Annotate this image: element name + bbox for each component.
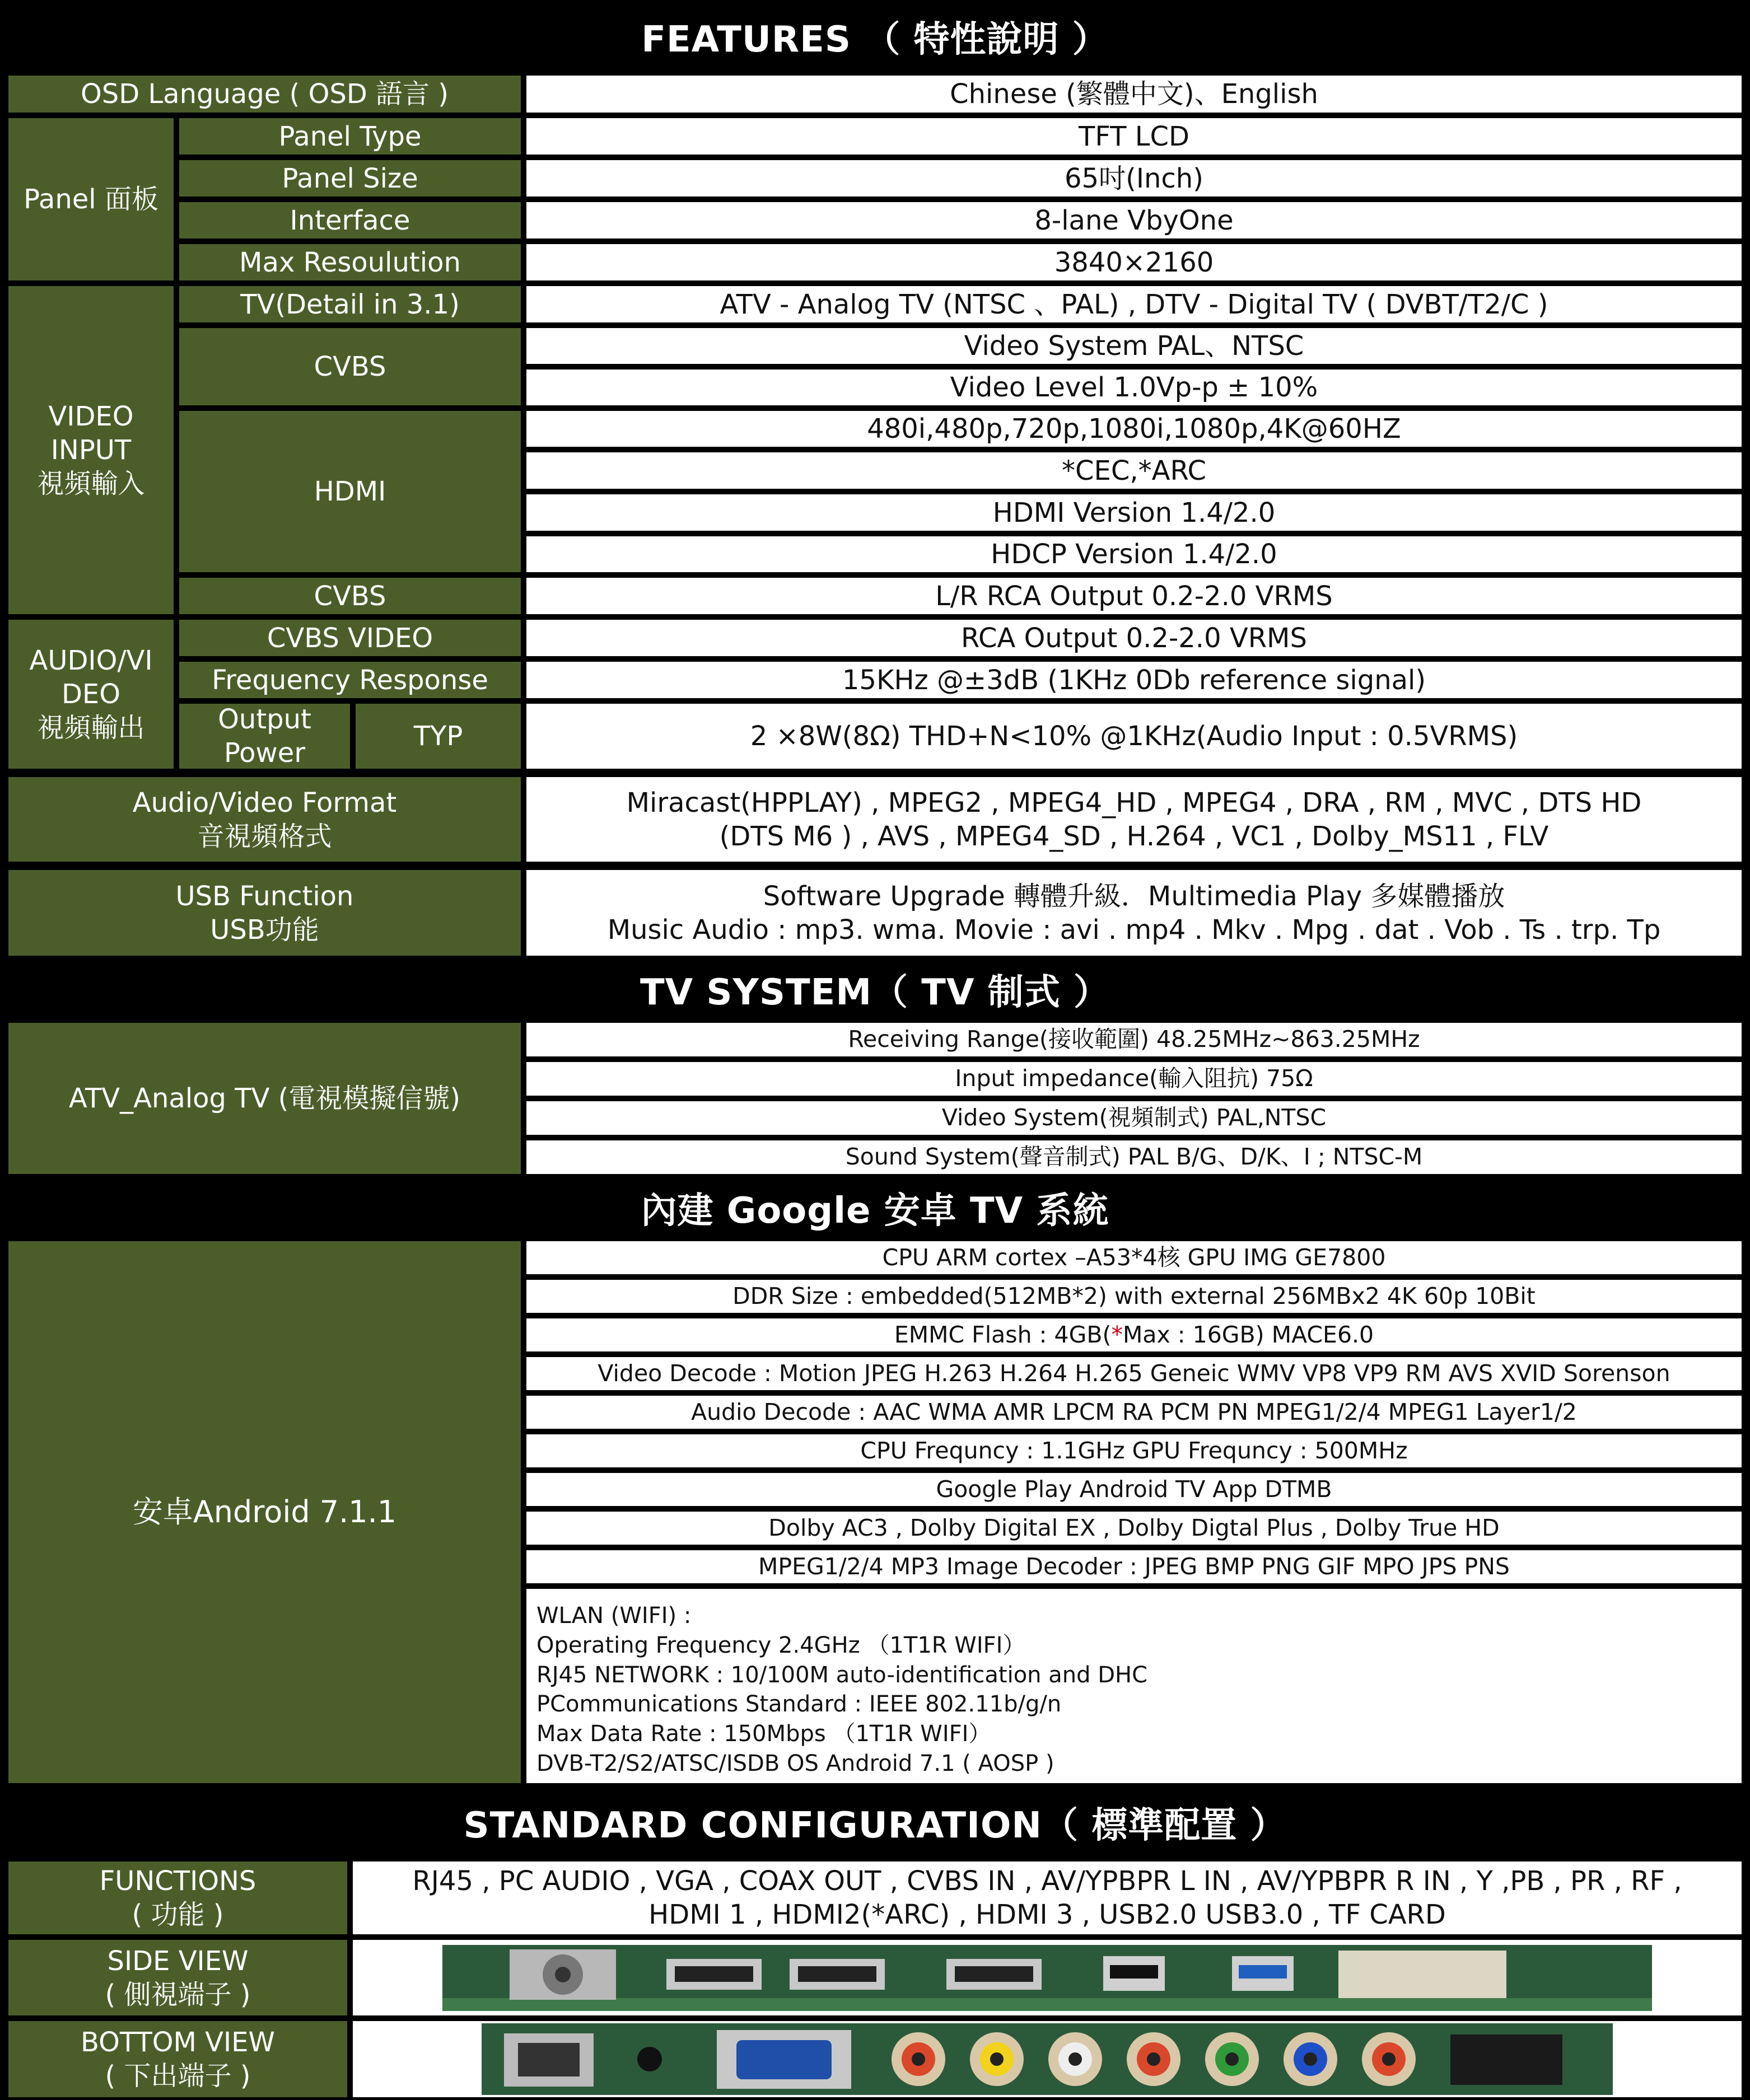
- max-resolution-value: 3840×2160: [524, 241, 1744, 283]
- usb-value-line2: Music Audio : mp3. wma. Movie : avi . mp4 . Mkv . Mpg . dat . Vob . Ts . trp. Tp: [607, 914, 1661, 946]
- side-view-label-line1: SIDE VIEW: [107, 1945, 249, 1977]
- av-format-label-line1: Audio/Video Format: [132, 787, 397, 819]
- cvbs-video-label: CVBS VIDEO: [176, 617, 524, 659]
- av-format-label-line2: 音視頻格式: [197, 820, 332, 852]
- wlan-line-2: Operating Frequency 2.4GHz （1T1R WIFI）: [536, 1632, 1025, 1658]
- bottom-view-photo-cell: [350, 2018, 1744, 2100]
- atv-label: ATV_Analog TV (電視模擬信號): [6, 1020, 524, 1177]
- bottom-view-label-line1: BOTTOM VIEW: [81, 2027, 275, 2058]
- cpu-gpu-value: CPU ARM cortex –A53*4核 GPU IMG GE7800: [524, 1238, 1744, 1277]
- emmc-suffix: Max : 16GB) MACE6.0: [1122, 1321, 1374, 1348]
- panel-type-value: TFT LCD: [524, 115, 1744, 157]
- bottom-view-label-line2: ( 下出端子 ): [105, 2060, 251, 2092]
- features-header-text: FEATURES （ 特性說明 ）: [641, 19, 1109, 60]
- av-format-value-line2: (DTS M6 ) , AVS , MPEG4_SD , H.264 , VC1 , Dolby_MS11 , FLV: [719, 820, 1549, 852]
- cvbs-video-system-value: Video System PAL、NTSC: [524, 325, 1744, 367]
- cpu-frequency-value: CPU Frequncy : 1.1GHz GPU Frequncy : 500MHz: [524, 1432, 1744, 1470]
- tv-detail-label: TV(Detail in 3.1): [176, 283, 524, 325]
- av-format-label: [6, 771, 524, 864]
- panel-group-label: Panel 面板: [6, 115, 176, 283]
- features-header: [0, 0, 1750, 73]
- emmc-star: *: [1111, 1321, 1123, 1348]
- functions-label-line1: FUNCTIONS: [99, 1865, 256, 1897]
- audio-video-out-group-label: [6, 617, 176, 771]
- dolby-value: Dolby AC3 , Dolby Digital EX , Dolby Digtal Plus , Dolby True HD: [524, 1509, 1744, 1547]
- android-version-label: 安卓Android 7.1.1: [6, 1238, 524, 1786]
- max-resolution-label: Max Resoulution: [176, 241, 524, 283]
- wlan-line-3: RJ45 NETWORK : 10/100M auto-identification and DHC: [536, 1662, 1148, 1688]
- emmc-value: [524, 1316, 1744, 1354]
- interface-label: Interface: [176, 199, 524, 241]
- video-input-group-label: [6, 283, 176, 617]
- video-input-line2: INPUT: [50, 434, 132, 466]
- receiving-range-value: Receiving Range(接收範圍) 48.25MHz~863.25MHz: [524, 1020, 1744, 1059]
- tv-system-header-text: TV SYSTEM（ TV 制式 ）: [640, 972, 1110, 1013]
- functions-label-line2: ( 功能 ): [132, 1899, 224, 1930]
- video-input-line3: 視頻輸入: [37, 468, 145, 499]
- cvbs-output-value: L/R RCA Output 0.2-2.0 VRMS: [524, 575, 1744, 617]
- side-view-photo-cell: [350, 1937, 1744, 2018]
- tv-system-header: [0, 958, 1750, 1020]
- usb-label-line2: USB功能: [210, 914, 319, 946]
- osd-value: Chinese (繁體中文)、English: [524, 73, 1744, 115]
- output-power-line1: Output: [218, 704, 311, 735]
- functions-value-line2: HDMI 1 , HDMI2(*ARC) , HDMI 3 , USB2.0 USB3.0 , TF CARD: [648, 1899, 1446, 1930]
- hdmi-resolutions-value: 480i,480p,720p,1080i,1080p,4K@60HZ: [524, 408, 1744, 450]
- sound-system-value: Sound System(聲音制式) PAL B/G、D/K、I ; NTSC-M: [524, 1138, 1744, 1177]
- side-view-label-line2: ( 側視端子 ): [105, 1979, 251, 2010]
- video-input-line1: VIDEO: [48, 401, 134, 432]
- usb-label: [6, 864, 524, 958]
- panel-type-label: Panel Type: [176, 115, 524, 157]
- wlan-line-6: DVB-T2/S2/ATSC/ISDB OS Android 7.1 ( AOSP ): [536, 1750, 1054, 1776]
- typ-label: TYP: [353, 701, 524, 771]
- panel-size-value: 65吋(Inch): [524, 157, 1744, 199]
- wlan-line-1: WLAN (WIFI) :: [536, 1603, 692, 1629]
- av-format-value-line1: Miracast(HPPLAY) , MPEG2 , MPEG4_HD , MPEG4 , DRA , RM , MVC , DTS HD: [626, 787, 1642, 819]
- hdcp-version-value: HDCP Version 1.4/2.0: [524, 534, 1744, 575]
- android-header: [0, 1177, 1750, 1238]
- wlan-block: [524, 1586, 1744, 1786]
- side-view-label: [6, 1937, 350, 2018]
- tv-detail-value: ATV - Analog TV (NTSC 、PAL) , DTV - Digital TV ( DVBT/T2/C ): [524, 283, 1744, 325]
- standard-header-text: STANDARD CONFIGURATION（ 標準配置 ）: [463, 1805, 1287, 1846]
- frequency-response-value: 15KHz @±3dB (1KHz 0Db reference signal): [524, 659, 1744, 701]
- av-format-value: [524, 771, 1744, 864]
- standard-header: [0, 1786, 1750, 1859]
- hdmi-label: HDMI: [176, 408, 524, 575]
- output-power-line2: Power: [223, 737, 306, 769]
- functions-value: [350, 1859, 1744, 1937]
- ddr-value: DDR Size : embedded(512MB*2) with external 256MBx2 4K 60p 10Bit: [524, 1277, 1744, 1316]
- wlan-line-5: Max Data Rate : 150Mbps （1T1R WIFI）: [536, 1721, 991, 1747]
- usb-value: [524, 864, 1744, 958]
- side-view-board-image: [442, 1945, 1652, 2011]
- output-power-value: 2 ×8W(8Ω) THD+N<10% @1KHz(Audio Input : 0.5VRMS): [524, 701, 1744, 771]
- frequency-response-label: Frequency Response: [176, 659, 524, 701]
- usb-label-line1: USB Function: [175, 880, 354, 912]
- google-play-value: Google Play Android TV App DTMB: [524, 1470, 1744, 1509]
- cvbs-output-label: CVBS: [176, 575, 524, 617]
- bottom-view-board-image: [482, 2023, 1613, 2095]
- output-power-label: [176, 701, 353, 771]
- cvbs-video-value: RCA Output 0.2-2.0 VRMS: [524, 617, 1744, 659]
- bottom-view-label: [6, 2018, 350, 2100]
- functions-value-line1: RJ45 , PC AUDIO , VGA , COAX OUT , CVBS IN , AV/YPBPR L IN , AV/YPBPR R IN , Y ,PB , PR , RF ,: [412, 1865, 1682, 1897]
- wlan-line-4: PCommunications Standard : IEEE 802.11b/g/n: [536, 1691, 1062, 1718]
- osd-label: OSD Language ( OSD 語言 ): [6, 73, 524, 115]
- image-decoder-value: MPEG1/2/4 MP3 Image Decoder : JPEG BMP PNG GIF MPO JPS PNS: [524, 1547, 1744, 1586]
- video-system-value: Video System(視頻制式) PAL,NTSC: [524, 1098, 1744, 1138]
- hdmi-version-value: HDMI Version 1.4/2.0: [524, 492, 1744, 534]
- input-impedance-value: Input impedance(輸入阻抗) 75Ω: [524, 1059, 1744, 1098]
- audio-decode-value: Audio Decode : AAC WMA AMR LPCM RA PCM PN MPEG1/2/4 MPEG1 Layer1/2: [524, 1393, 1744, 1432]
- cvbs-video-level-value: Video Level 1.0Vp-p ± 10%: [524, 367, 1744, 408]
- hdmi-cec-value: *CEC,*ARC: [524, 450, 1744, 492]
- tf-card-slot-icon: [1338, 1951, 1506, 1998]
- emmc-prefix: EMMC Flash : 4GB(: [894, 1321, 1112, 1348]
- video-decode-value: Video Decode : Motion JPEG H.263 H.264 H.265 Geneic WMV VP8 VP9 RM AVS XVID Sorenson: [524, 1354, 1744, 1393]
- audio-video-out-line3: 視頻輸出: [37, 712, 145, 743]
- cvbs-input-label: CVBS: [176, 325, 524, 408]
- interface-value: 8-lane VbyOne: [524, 199, 1744, 241]
- audio-video-out-line2: DEO: [61, 679, 121, 710]
- android-header-text: 內建 Google 安卓 TV 系統: [641, 1190, 1109, 1232]
- panel-size-label: Panel Size: [176, 157, 524, 199]
- pc-audio-port-icon: [637, 2047, 662, 2071]
- usb-value-line1: Software Upgrade 轉體升級．Multimedia Play 多媒體播放: [763, 880, 1505, 912]
- audio-video-out-line1: AUDIO/VI: [29, 645, 153, 676]
- functions-label: [6, 1859, 350, 1937]
